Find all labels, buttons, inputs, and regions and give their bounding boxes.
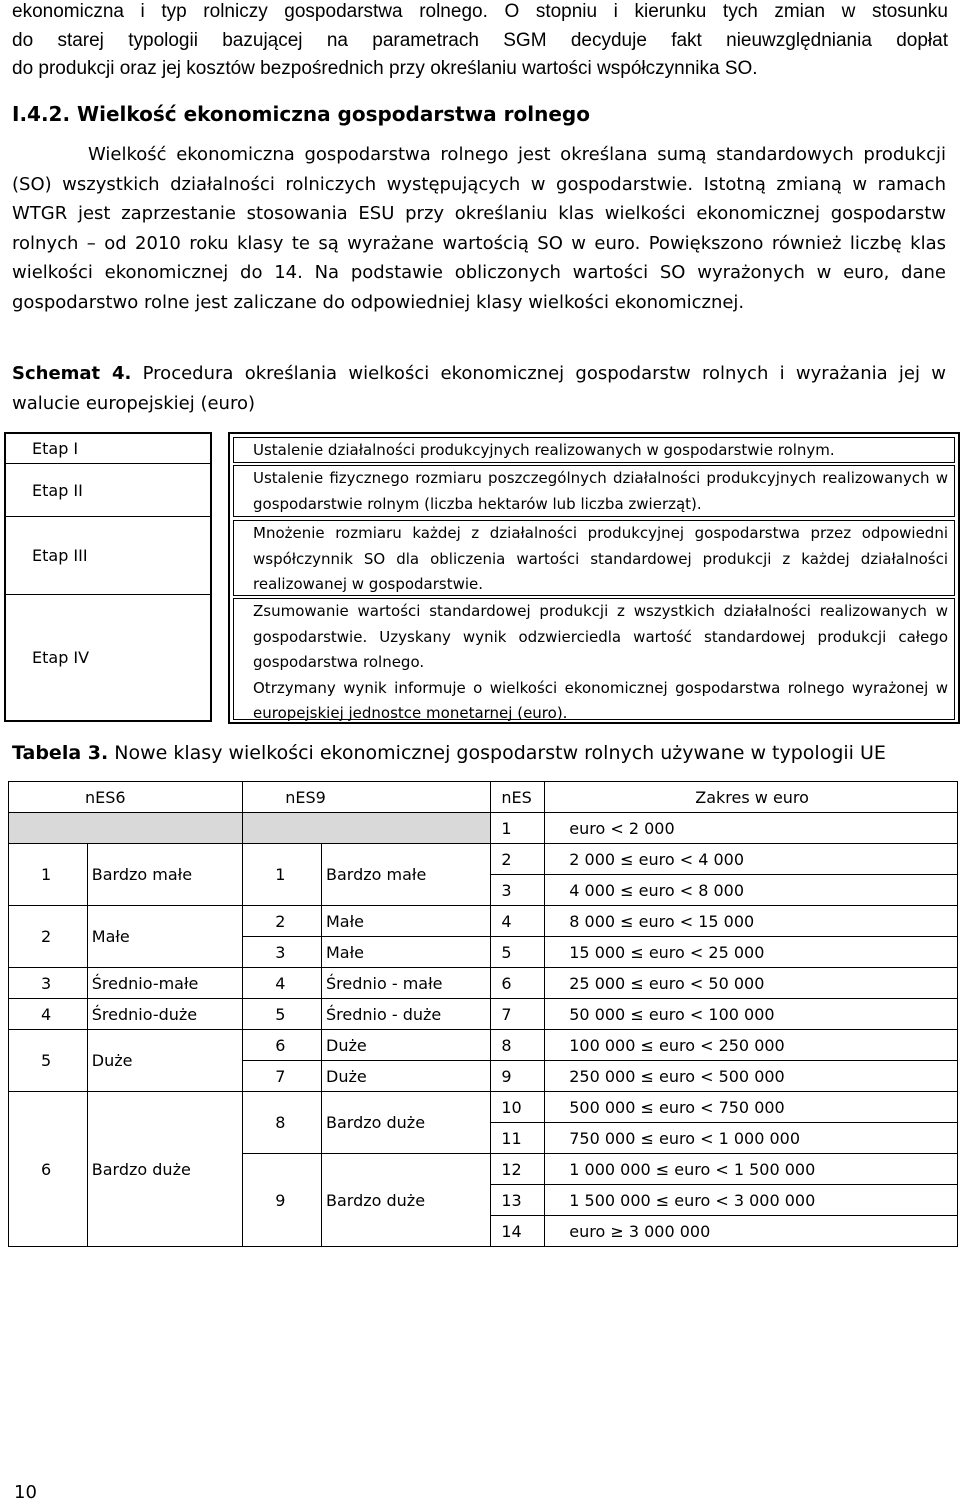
schema-caption-label: Schemat 4. bbox=[12, 363, 132, 384]
nes-range: 8 000 ≤ euro < 15 000 bbox=[545, 906, 958, 937]
intro-paragraph bbox=[12, 0, 948, 84]
stage-3-description: Mnożenie rozmiaru każdej z działalności produkcyjnej gospodarstwa przez odpowiedni współczynnik SO dla obliczenia wartości standardowej produkcji z każdej działalności realizowanej w gospodarstwie. bbox=[233, 520, 955, 596]
page-number: 10 bbox=[14, 1482, 37, 1503]
nes6-label: Średnio-duże bbox=[87, 999, 242, 1030]
header-nes: nES bbox=[491, 782, 545, 813]
stage-4-result-text: Otrzymany wynik informuje o wielkości ekonomicznej gospodarstwa rolnego wyrażonej w europejskiej jednostce monetarnej (euro). bbox=[253, 678, 948, 722]
stage-4: Etap IV bbox=[32, 648, 90, 667]
nes-range: 250 000 ≤ euro < 500 000 bbox=[545, 1061, 958, 1092]
nes-range: 100 000 ≤ euro < 250 000 bbox=[545, 1030, 958, 1061]
nes9-number: 8 bbox=[243, 1092, 322, 1154]
nes-range: 15 000 ≤ euro < 25 000 bbox=[545, 937, 958, 968]
nes-number: 13 bbox=[491, 1185, 545, 1216]
nes9-label: Małe bbox=[322, 937, 491, 968]
nes-number: 4 bbox=[491, 906, 545, 937]
nes6-label: Duże bbox=[87, 1030, 242, 1092]
nes-range: 2 000 ≤ euro < 4 000 bbox=[545, 844, 958, 875]
nes-range: 500 000 ≤ euro < 750 000 bbox=[545, 1092, 958, 1123]
table-row bbox=[9, 968, 958, 999]
table-row bbox=[9, 999, 958, 1030]
stage-1: Etap I bbox=[6, 434, 210, 464]
table-row bbox=[9, 844, 958, 875]
nes-range: euro < 2 000 bbox=[545, 813, 958, 844]
stage-3: Etap III bbox=[6, 517, 210, 595]
nes6-number: 3 bbox=[9, 968, 88, 999]
nes9-number: 9 bbox=[243, 1154, 322, 1247]
nes9-number: 3 bbox=[243, 937, 322, 968]
nes6-number: 6 bbox=[9, 1092, 88, 1247]
nes9-label: Bardzo duże bbox=[322, 1154, 491, 1247]
table-row bbox=[9, 1092, 958, 1123]
nes9-number: 5 bbox=[243, 999, 322, 1030]
table-caption-label: Tabela 3. bbox=[12, 742, 109, 764]
header-nes6: nES6 bbox=[9, 782, 243, 813]
header-nes9: nES9 bbox=[243, 782, 491, 813]
nes6-label: Małe bbox=[87, 906, 242, 968]
stage-4-description bbox=[233, 598, 955, 720]
nes9-label: Duże bbox=[322, 1030, 491, 1061]
schema-descriptions bbox=[228, 432, 960, 724]
table-row bbox=[9, 813, 958, 844]
nes9-number: 1 bbox=[243, 844, 322, 906]
nes-range: 1 000 000 ≤ euro < 1 500 000 bbox=[545, 1154, 958, 1185]
nes9-number: 4 bbox=[243, 968, 322, 999]
schema-caption bbox=[12, 359, 946, 419]
nes9-number: 2 bbox=[243, 906, 322, 937]
nes-number: 9 bbox=[491, 1061, 545, 1092]
body-paragraph-text: Wielkość ekonomiczna gospodarstwa rolnego jest określana sumą standardowych produkcji (SO) wszystkich działalności rolniczych występujących w gospodarstwie. Istotną zmianą w ramach WTGR jest zaprzestanie stosowania ESU przy określaniu klas wielkości ekonomicznej gospodarstw rolnych – od 2010 roku klasy te są wyrażane wartością SO w euro. Powiększono również liczbę klas wielkości ekonomicznej do 14. Na podstawie obliczonych wartości SO wyrażonych w euro, dane gospodarstwo rolne jest zaliczane do odpowiedniej klasy wielkości ekonomicznej. bbox=[12, 144, 946, 313]
nes6-label: Bardzo małe bbox=[87, 844, 242, 906]
nes6-number: 4 bbox=[9, 999, 88, 1030]
nes6-number: 2 bbox=[9, 906, 88, 968]
nes9-number: 7 bbox=[243, 1061, 322, 1092]
stage-1-description: Ustalenie działalności produkcyjnych realizowanych w gospodarstwie rolnym. bbox=[233, 437, 955, 463]
nes9-label: Duże bbox=[322, 1061, 491, 1092]
nes6-number: 5 bbox=[9, 1030, 88, 1092]
nes-number: 2 bbox=[491, 844, 545, 875]
nes-number: 8 bbox=[491, 1030, 545, 1061]
schema-caption-text: Procedura określania wielkości ekonomicznej gospodarstw rolnych i wyrażania jej w walucie europejskiej (euro) bbox=[12, 363, 946, 414]
nes-range: 750 000 ≤ euro < 1 000 000 bbox=[545, 1123, 958, 1154]
nes9-label: Małe bbox=[322, 906, 491, 937]
size-classes-table bbox=[8, 781, 958, 1247]
stage-4-description-text: Zsumowanie wartości standardowej produkcji z wszystkich działalności realizowanych w gospodarstwie. Uzyskany wynik odzwierciedla wartość standardowej produkcji całego gospodarstwa rolnego. bbox=[253, 602, 948, 671]
nes6-label: Bardzo duże bbox=[87, 1092, 242, 1247]
section-heading: I.4.2. Wielkość ekonomiczna gospodarstwa rolnego bbox=[12, 102, 590, 126]
header-range: Zakres w euro bbox=[545, 782, 958, 813]
nes-number: 6 bbox=[491, 968, 545, 999]
table-row bbox=[9, 1030, 958, 1061]
nes-range: 25 000 ≤ euro < 50 000 bbox=[545, 968, 958, 999]
nes-range: 50 000 ≤ euro < 100 000 bbox=[545, 999, 958, 1030]
nes9-label: Bardzo małe bbox=[322, 844, 491, 906]
table-caption-text: Nowe klasy wielkości ekonomicznej gospodarstw rolnych używane w typologii UE bbox=[108, 742, 886, 764]
table-header-row bbox=[9, 782, 958, 813]
body-paragraph bbox=[12, 140, 946, 318]
nes-number: 1 bbox=[491, 813, 545, 844]
nes9-label: Średnio - duże bbox=[322, 999, 491, 1030]
grey-cell bbox=[243, 813, 491, 844]
intro-line: do produkcji oraz jej kosztów bezpośrednich przy określaniu wartości współczynnika SO. bbox=[12, 58, 758, 79]
nes9-label: Bardzo duże bbox=[322, 1092, 491, 1154]
stage-2-description: Ustalenie fizycznego rozmiaru poszczególnych działalności produkcyjnych realizowanych w gospodarstwie rolnym (liczba hektarów lub liczba zwierząt). bbox=[233, 465, 955, 517]
nes9-label: Średnio - małe bbox=[322, 968, 491, 999]
nes-number: 3 bbox=[491, 875, 545, 906]
intro-line: ekonomiczna i typ rolniczy gospodarstwa rolnego. O stopniu i kierunku tych zmian w stosunku bbox=[12, 1, 948, 22]
schema-stages bbox=[4, 432, 212, 722]
nes6-label: Średnio-małe bbox=[87, 968, 242, 999]
nes-number: 5 bbox=[491, 937, 545, 968]
nes-number: 11 bbox=[491, 1123, 545, 1154]
nes-range: 1 500 000 ≤ euro < 3 000 000 bbox=[545, 1185, 958, 1216]
nes-range: euro ≥ 3 000 000 bbox=[545, 1216, 958, 1247]
stage-2: Etap II bbox=[6, 464, 210, 517]
nes-number: 7 bbox=[491, 999, 545, 1030]
nes-number: 12 bbox=[491, 1154, 545, 1185]
nes-number: 14 bbox=[491, 1216, 545, 1247]
nes9-number: 6 bbox=[243, 1030, 322, 1061]
nes-number: 10 bbox=[491, 1092, 545, 1123]
intro-line: do starej typologii bazującej na parametrach SGM decyduje fakt nieuwzględniania dopłat bbox=[12, 29, 948, 51]
table-row bbox=[9, 906, 958, 937]
nes-range: 4 000 ≤ euro < 8 000 bbox=[545, 875, 958, 906]
grey-cell bbox=[9, 813, 243, 844]
table-caption bbox=[12, 739, 946, 769]
nes6-number: 1 bbox=[9, 844, 88, 906]
